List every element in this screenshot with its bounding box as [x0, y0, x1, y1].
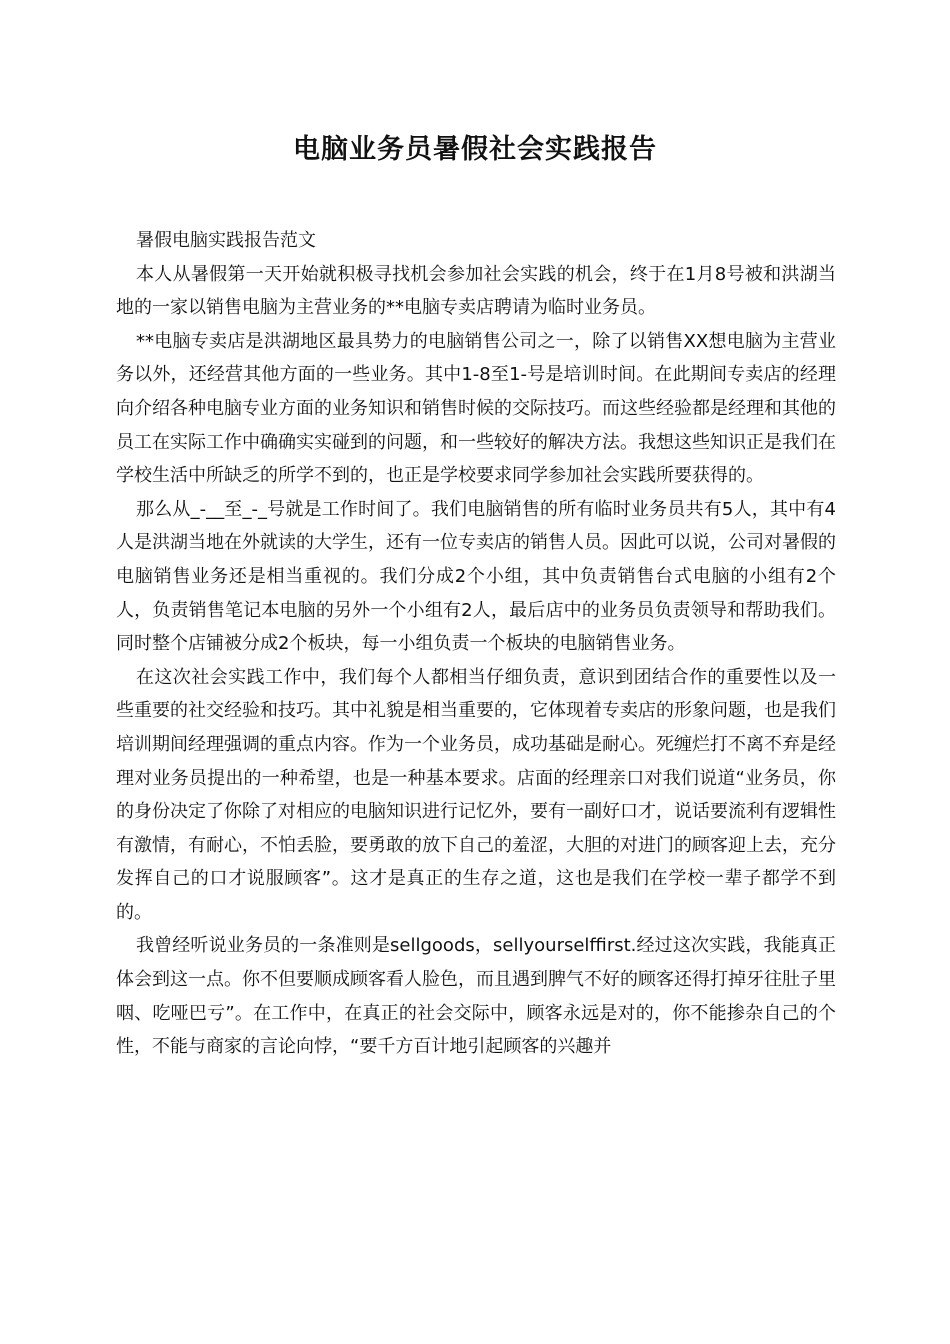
subtitle-line: 暑假电脑实践报告范文: [136, 230, 316, 251]
paragraph: 我曾经听说业务员的一条准则是sellgoods，sellyourselffirst.经过这次实践，我能真正体会到这一点。你不但要顺成顾客看人脸色，而且遇到脾气不好的顾客还得打掉牙往肚子里咽、吃哑巴亏”。在工作中，在真正的社会交际中，顾客永远是对的，你不能掺杂自己的个性，不能与商家的言论向悖，“要千方百计地引起顾客的兴趣并: [116, 935, 836, 1058]
paragraph: 那么从_-__至_-_号就是工作时间了。我们电脑销售的所有临时业务员共有5人，其中有4人是洪湖当地在外就读的大学生，还有一位专卖店的销售人员。因此可以说，公司对暑假的电脑销售业务还是相当重视的。我们分成2个小组，其中负责销售台式电脑的小组有2个人，负责销售笔记本电脑的另外一个小组有2人，最后店中的业务员负责领导和帮助我们。同时整个店铺被分成2个板块，每一小组负责一个板块的电脑销售业务。: [116, 498, 836, 655]
document-body: [116, 224, 836, 1064]
document-title: 电脑业务员暑假社会实践报告: [293, 134, 657, 165]
paragraph: 在这次社会实践工作中，我们每个人都相当仔细负责，意识到团结合作的重要性以及一些重要的社交经验和技巧。其中礼貌是相当重要的，它体现着专卖店的形象问题，也是我们培训期间经理强调的重点内容。作为一个业务员，成功基础是耐心。死缠烂打不离不弃是经理对业务员提出的一种希望，也是一种基本要求。店面的经理亲口对我们说道“业务员，你的身份决定了你除了对相应的电脑知识进行记忆外，要有一副好口才，说话要流利有逻辑性有激情，有耐心，不怕丢脸，要勇敢的放下自己的羞涩，大胆的对进门的顾客迎上去，充分发挥自己的口才说服顾客”。这才是真正的生存之道，这也是我们在学校一辈子都学不到的。: [116, 666, 836, 923]
paragraph: 本人从暑假第一天开始就积极寻找机会参加社会实践的机会，终于在1月8号被和洪湖当地的一家以销售电脑为主营业务的**电脑专卖店聘请为临时业务员。: [116, 263, 836, 319]
paragraph: **电脑专卖店是洪湖地区最具势力的电脑销售公司之一，除了以销售XX想电脑为主营业务以外，还经营其他方面的一些业务。其中1-8至1-号是培训时间。在此期间专卖店的经理向介绍各种电脑专业方面的业务知识和销售时候的交际技巧。而这些经验都是经理和其他的员工在实际工作中确确实实碰到的问题，和一些较好的解决方法。我想这些知识正是我们在学校生活中所缺乏的所学不到的，也正是学校要求同学参加社会实践所要获得的。: [116, 330, 836, 487]
